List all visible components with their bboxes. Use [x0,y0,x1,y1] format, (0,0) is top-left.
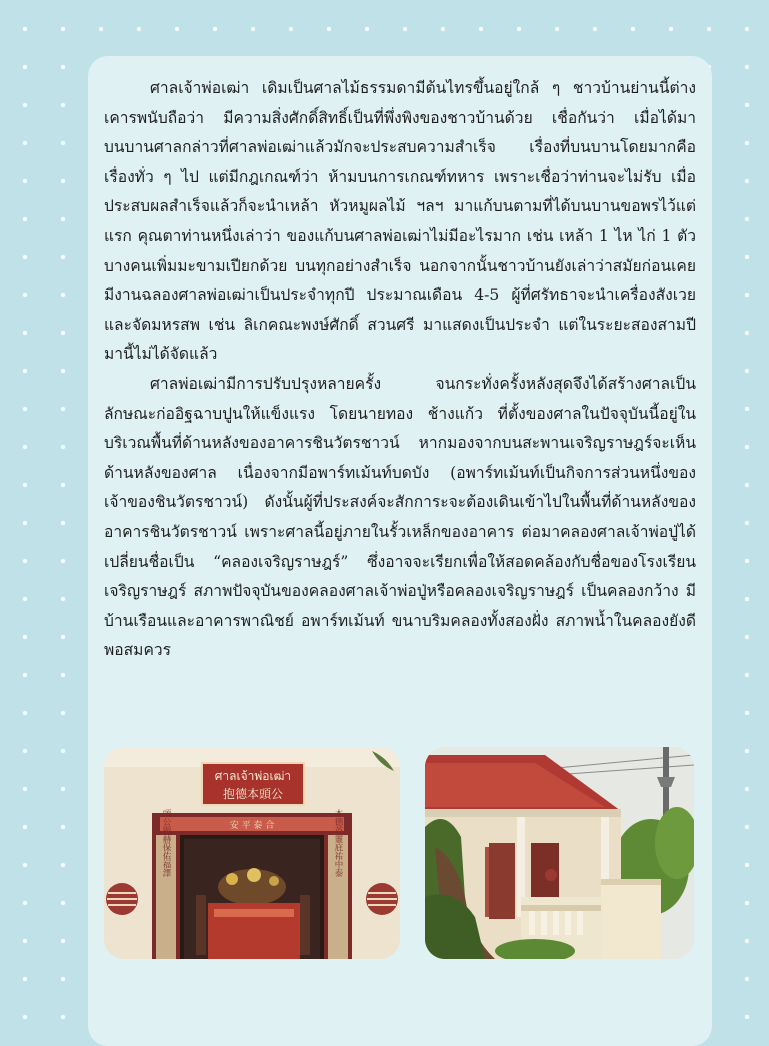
sign-thai: ศาลเจ้าพ่อเฒ่า [214,769,292,783]
lintel-text: 安 平 泰 合 [229,821,275,831]
article-text [104,74,696,666]
shrine-side-photo [425,747,694,959]
shrine-front-photo [104,747,400,959]
paragraph-1: ศาลเจ้าพ่อเฒ่า เดิมเป็นศาลไม้ธรรมดามีต้นไทรขึ้นอยู่ใกล้ ๆ ชาวบ้านย่านนี้ต่างเคารพนับถือว่า มีความสิ่งศักดิ์สิทธิ์เป็นที่พึ่งพิงของชาวบ้านด้วย เชื่อกันว่า เมื่อได้มาบนบานศาลกล่าวที่ศาลพ่อเฒ่าแล้วมักจะประสบความสำเร็จ เรื่องที่บนบานโดยมากคือ เรื่องทั่ว ๆ ไป แต่มีกฎเกณฑ์ว่า ห้ามบนการเกณฑ์ทหาร เพราะเชื่อว่าท่านจะไม่รับ เมื่อประสบผลสำเร็จแล้วก็จะนำเหล้า หัวหมูผลไม้ ฯลฯ มาแก้บนตามที่ได้บนบานขอพรไว้แต่แรก คุณตาท่านหนึ่งเล่าว่า ของแก้บนศาลพ่อเฒ่าไม่มีอะไรมาก เช่น เหล้า 1 ไห ไก่ 1 ตัว บางคนเพิ่มมะขามเปียกด้วย บนทุกอย่างสำเร็จ นอกจากนั้นชาวบ้านยังเล่าว่าสมัยก่อนเคยมีงานฉลองศาลพ่อเฒ่าเป็นประจำทุกปี ประมาณเดือน 4-5 ผู้ที่ศรัทธาจะนำเครื่องสังเวยและจัดมหรสพ เช่น ลิเกคณะพงษ์ศักดิ์ สวนศรี มาแสดงเป็นประจำ แต่ในระยะสองสามปีมานี้ไม่ได้จัดแล้ว [104,79,696,364]
couplet-left: 頭公顯赫保佑福澤 [161,809,171,877]
paragraph-2: ศาลพ่อเฒ่ามีการปรับปรุงหลายครั้ง จนกระทั่งครั้งหลังสุดจึงได้สร้างศาลเป็นลักษณะก่ออิฐฉาบปูนให้แข็งแรง โดยนายทอง ช้างแก้ว ที่ตั้งของศาลในปัจจุบันนี้อยู่ในบริเวณพื้นที่ด้านหลังของอาคารชินวัตรชาวน์ หากมองจากบนสะพานเจริญราษฎร์จะเห็นด้านหลังของศาล เนื่องจากมีอพาร์ทเม้นท์บดบัง (อพาร์ทเม้นท์เป็นกิจการส่วนหนึ่งของเจ้าของชินวัตรชาวน์) ดังนั้นผู้ที่ประสงค์จะสักการะจะต้องเดินเข้าไปในพื้นที่ด้านหลังของอาคารชินวัตรชาวน์ เพราะศาลนี้อยู่ภายในรั้วเหล็กของอาคาร ต่อมาคลองศาลเจ้าพ่อปู่ได้เปลี่ยนชื่อเป็น “คลองเจริญราษฎร์” ซึ่งอาจจะเรียกเพื่อให้สอดคล้องกับชื่อของโรงเรียนเจริญราษฎร์ สภาพปัจจุบันของคลองศาลเจ้าพ่อปู่หรือคลองเจริญราษฎร์ เป็นคลองกว้าง มีบ้านเรือนและอาคารพาณิชย์ อพาร์ทเม้นท์ ขนาบริมคลองทั้งสองฝั่ง สภาพน้ำในคลองยังดีพอสมควร [104,374,696,660]
couplet-right: 本德英靈庇祐中泰 [333,809,343,877]
vent-left [106,883,138,915]
sign-chinese: 抱德本頭公 [222,787,284,801]
vent-right [366,883,398,915]
